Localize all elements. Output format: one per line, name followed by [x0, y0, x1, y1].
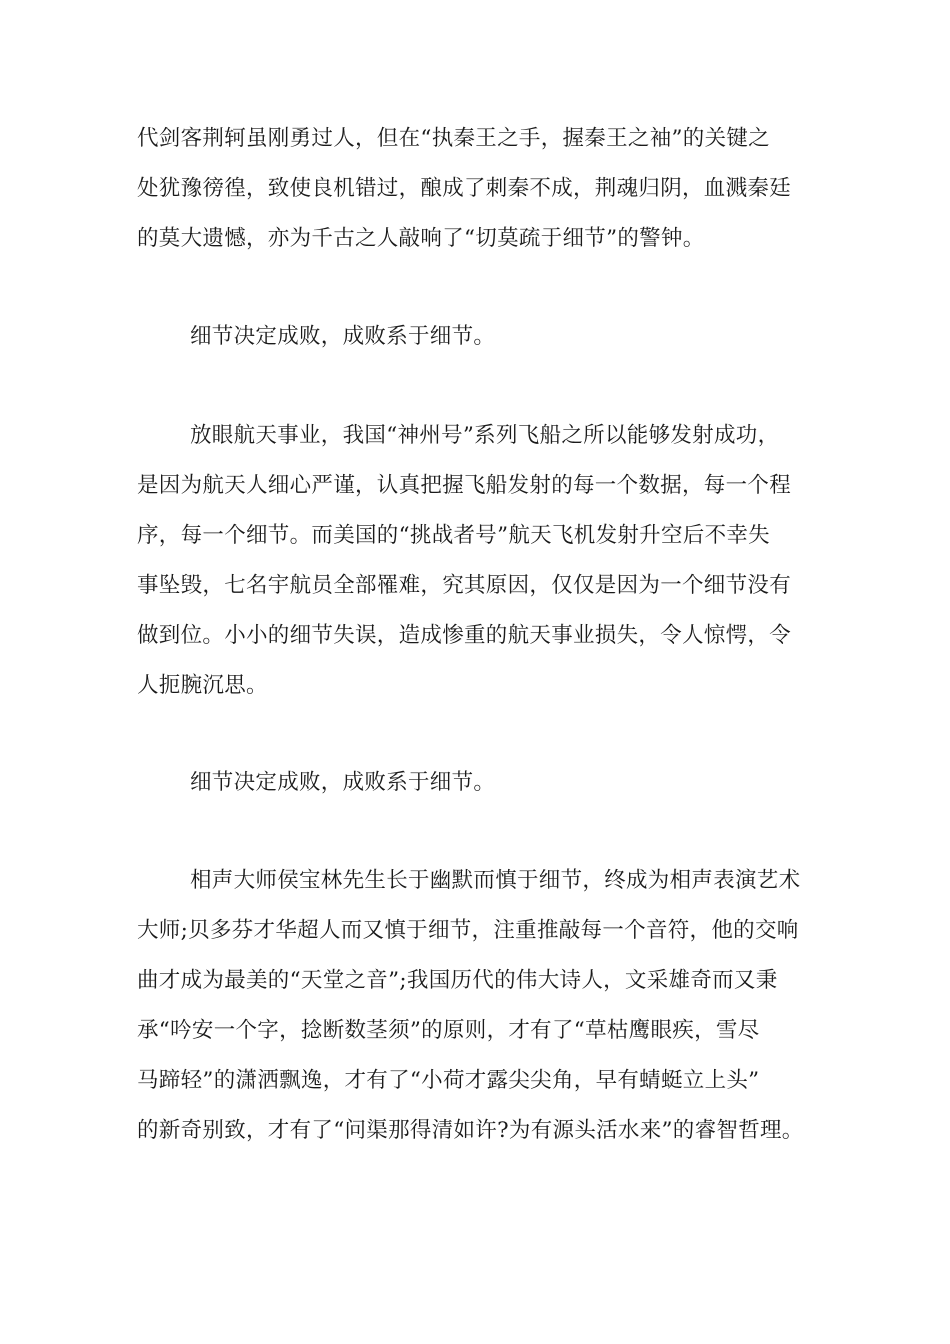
paragraph-line: 序，每一个细节。而美国的“挑战者号”航天飞机发射升空后不幸失	[137, 523, 770, 548]
paragraph-line: 曲才成为最美的“天堂之音”;我国历代的伟大诗人，文采雄奇而又秉	[137, 968, 778, 993]
paragraph-line: 是因为航天人细心严谨，认真把握飞船发射的每一个数据，每一个程	[137, 473, 792, 498]
paragraph-line: 大师;贝多芬才华超人而又慎于细节，注重推敲每一个音符，他的交响	[137, 918, 799, 943]
paragraph-line: 放眼航天事业，我国“神州号”系列飞船之所以能够发射成功，	[190, 423, 780, 448]
paragraph-line: 做到位。小小的细节失误，造成惨重的航天事业损失，令人惊愕，令	[137, 623, 792, 648]
paragraph-line: 人扼腕沉思。	[137, 673, 268, 698]
paragraph-line: 的新奇别致，才有了“问渠那得清如许?为有源头活水来”的睿智哲理。	[137, 1118, 804, 1143]
paragraph-line: 事坠毁，七名宇航员全部罹难，究其原因，仅仅是因为一个细节没有	[137, 573, 792, 598]
paragraph-line: 细节决定成败，成败系于细节。	[190, 770, 496, 795]
paragraph-line: 承“吟安一个字，捻断数茎须”的原则，才有了“草枯鹰眼疾，雪尽	[137, 1018, 760, 1043]
paragraph-line: 的莫大遗憾，亦为千古之人敲响了“切莫疏于细节”的警钟。	[137, 226, 705, 251]
paragraph-line: 细节决定成败，成败系于细节。	[190, 324, 496, 349]
paragraph-line: 马蹄轻”的潇洒飘逸，才有了“小荷才露尖尖角，早有蜻蜓立上头”	[137, 1068, 760, 1093]
paragraph-line: 相声大师侯宝林先生长于幽默而慎于细节，终成为相声表演艺术	[190, 868, 801, 893]
paragraph-line: 代剑客荆轲虽刚勇过人，但在“执秦王之手，握秦王之袖”的关键之	[137, 126, 770, 151]
paragraph-line: 处犹豫徬徨，致使良机错过，酿成了刺秦不成，荆魂归阴，血溅秦廷	[137, 176, 792, 201]
